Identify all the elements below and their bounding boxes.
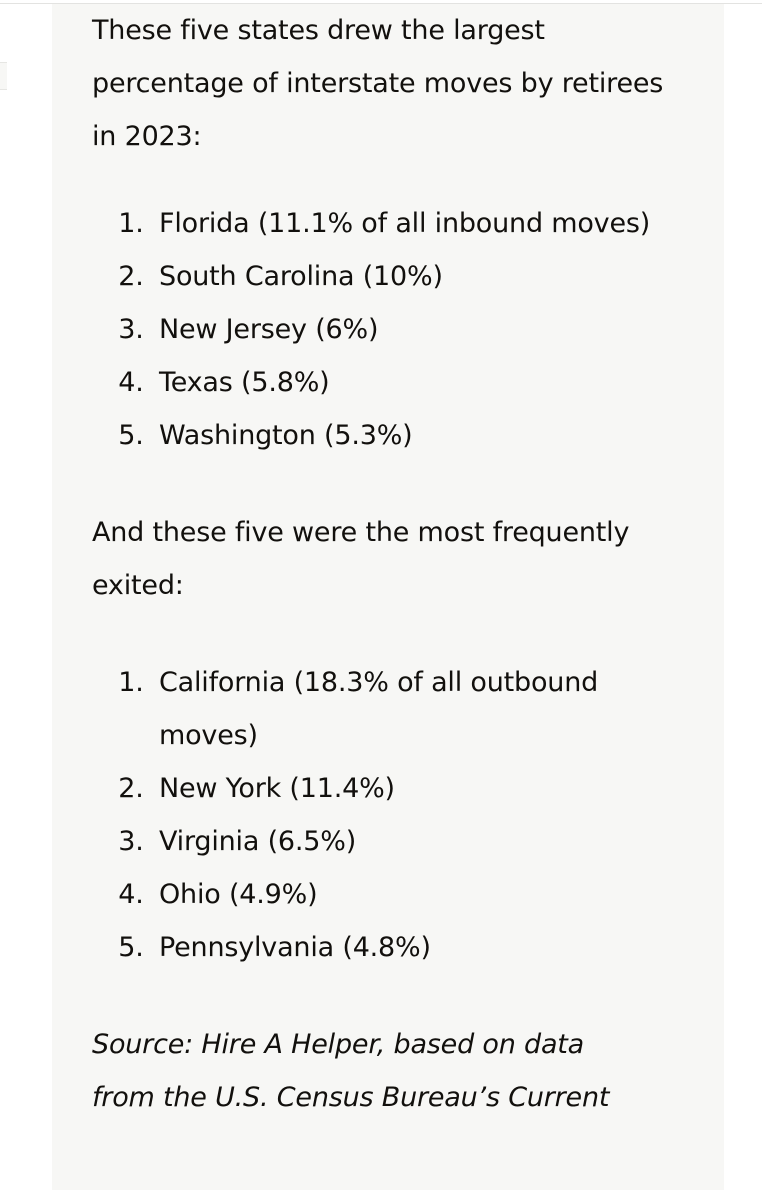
intro-paragraph-outbound: And these five were the most frequently exited: <box>92 517 630 601</box>
list-item: 3. Virginia (6.5%) <box>152 815 686 868</box>
source-line-2: from the U.S. Census Bureau’s Current <box>92 1082 610 1113</box>
list-item: 3. New Jersey (6%) <box>152 303 686 356</box>
source-attribution <box>92 1018 686 1124</box>
inbound-states-list <box>92 197 686 462</box>
list-item: 5. Washington (5.3%) <box>152 409 686 462</box>
list-item: 1. California (18.3% of all outbound moves) <box>152 656 686 762</box>
left-edge-artifact <box>0 62 7 90</box>
list-item: 2. New York (11.4%) <box>152 762 686 815</box>
intro-paragraph-inbound: These five states drew the largest percentage of interstate moves by retirees in 2023: <box>92 15 664 152</box>
outbound-states-list <box>92 656 686 974</box>
list-item: 4. Ohio (4.9%) <box>152 868 686 921</box>
list-item: 1. Florida (11.1% of all inbound moves) <box>152 197 686 250</box>
article-body <box>52 4 724 1190</box>
list-item: 5. Pennsylvania (4.8%) <box>152 921 686 974</box>
spacer <box>92 163 686 197</box>
list-item: 4. Texas (5.8%) <box>152 356 686 409</box>
spacer <box>92 612 686 656</box>
spacer <box>92 462 686 506</box>
spacer <box>92 974 686 1018</box>
source-line-1: Source: Hire A Helper, based on data <box>92 1029 585 1060</box>
list-item: 2. South Carolina (10%) <box>152 250 686 303</box>
